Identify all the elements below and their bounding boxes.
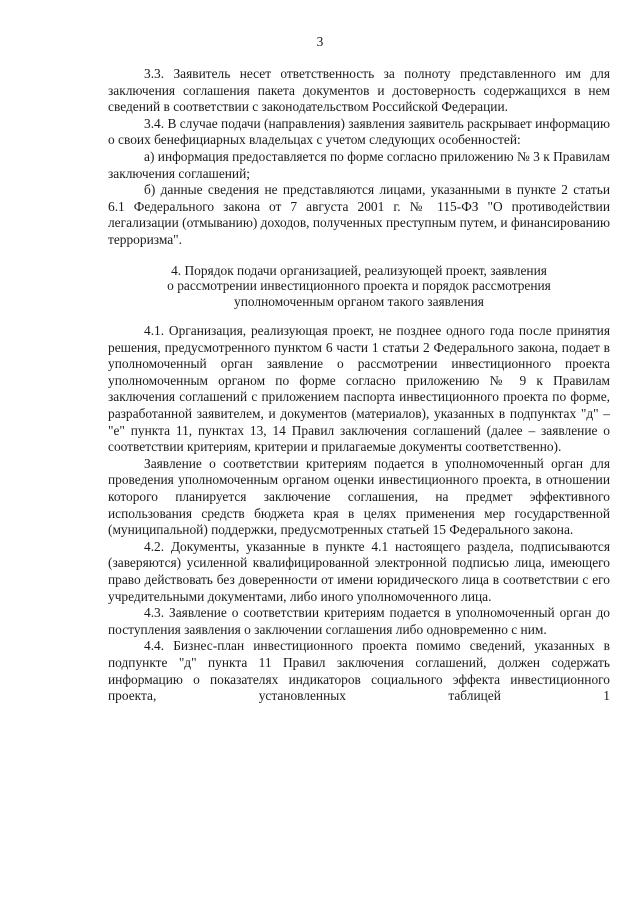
paragraph: 3.3. Заявитель несет ответственность за полноту представленного им для заключения соглашения пакета документов и достоверность содержащихся в нем сведений в соответствии с законодательством Российской Федерации.	[108, 66, 610, 115]
document-body	[108, 66, 610, 705]
section-heading-line: 4. Порядок подачи организацией, реализующей проект, заявления	[171, 262, 547, 278]
paragraph: б) данные сведения не представляются лицами, указанными в пункте 2 статьи 6.1 Федерального закона от 7 августа 2001 г. № 115-ФЗ "О противодействии легализации (отмыванию) доходов, полученных преступным путем, и финансированию терроризма".	[108, 182, 610, 247]
paragraph: 4.1. Организация, реализующая проект, не позднее одного года после принятия решения, предусмотренного пунктом 6 части 1 статьи 2 Федерального закона, подает в уполномоченный орган заявление о рассмотрении инвестиционного проекта уполномоченным органом по форме согласно приложению № 9 к Правилам заключения соглашений с приложением паспорта инвестиционного проекта по форме, разработанной заявителем, и документов (материалов), указанных в подпунктах "д" – "е" пункта 11, пунктах 13, 14 Правил заключения соглашений (далее – заявление о соответствии критериям, критерии и прилагаемые документы соответственно).	[108, 323, 610, 455]
section-heading-line: о рассмотрении инвестиционного проекта и порядок рассмотрения	[167, 278, 551, 294]
paragraph: 4.2. Документы, указанные в пункте 4.1 настоящего раздела, подписываются (заверяются) усиленной квалифицированной электронной подписью лица, имеющего право действовать без доверенности от имени юридического лица в соответствии с его учредительными документами, либо иного уполномоченного лица.	[108, 538, 610, 604]
paragraph: 4.4. Бизнес-план инвестиционного проекта помимо сведений, указанных в подпункте "д" пункта 11 Правил заключения соглашений, должен содержать информацию о показателях индикаторов социального эффекта инвестиционного проекта, установленных таблицей 1	[108, 638, 610, 704]
paragraph: а) информация предоставляется по форме согласно приложению № 3 к Правилам заключения соглашений;	[108, 148, 610, 181]
paragraph: Заявление о соответствии критериям подается в уполномоченный орган для проведения уполномоченным органом оценки инвестиционного проекта, в отношении которого планируется заключение соглашения, на предмет эффективного использования средств бюджета края в целях применения мер государственной (муниципальной) поддержки, предусмотренных статьей 15 Федерального закона.	[108, 455, 610, 538]
paragraph: 3.4. В случае подачи (направления) заявления заявитель раскрывает информацию о своих бенефициарных владельцах с учетом следующих особенностей:	[108, 115, 610, 148]
paragraph: 4.3. Заявление о соответствии критериям подается в уполномоченный орган до поступления заявления о заключении соглашения либо одновременно с ним.	[108, 605, 610, 637]
page-number: 3	[316, 34, 324, 49]
section-heading	[108, 263, 610, 310]
section-heading-line: уполномоченным органом такого заявления	[234, 293, 484, 309]
